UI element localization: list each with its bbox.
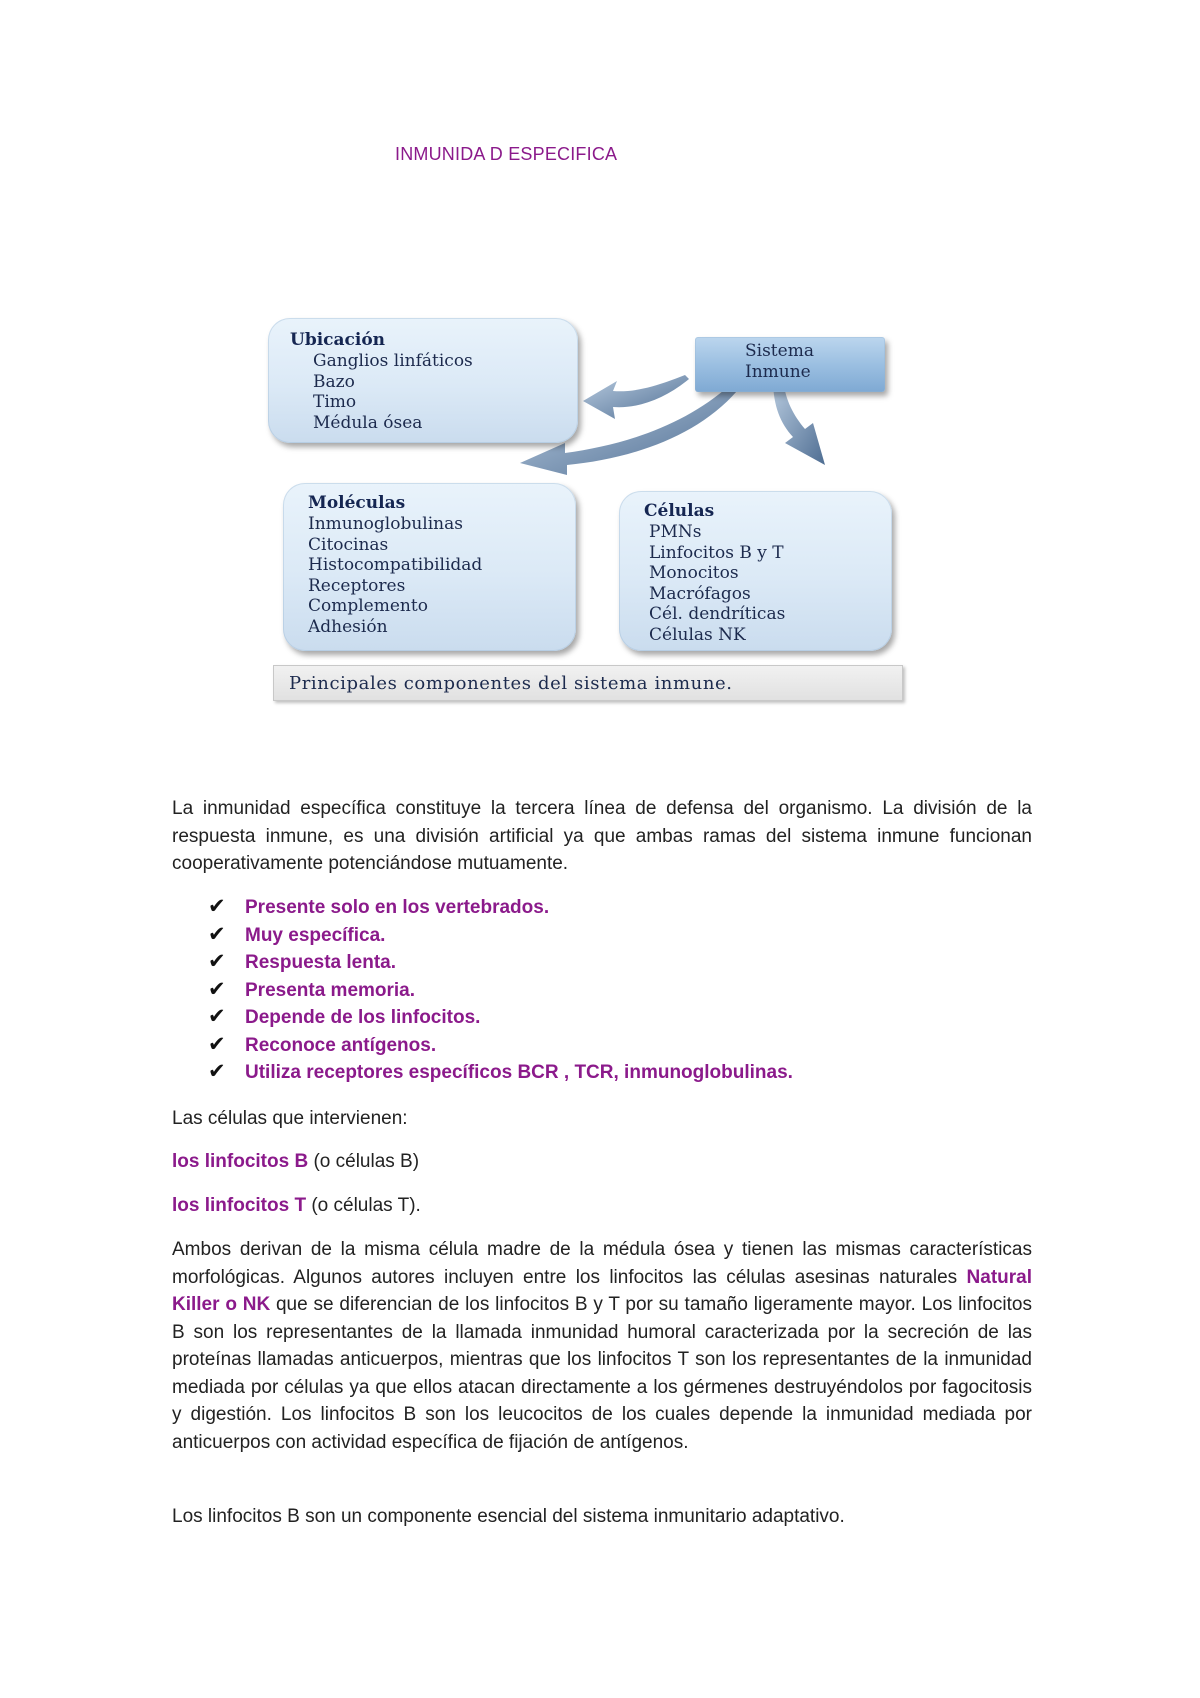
ambos-text-1: Ambos derivan de la misma célula madre de la médula ósea y tienen las mismas características morfológicas. Algunos autores incluyen entre los linfocitos las células asesinas naturales [172,1239,1032,1288]
list-item [208,948,793,976]
check-icon: ✔ [208,1004,226,1028]
celulas-heading: Células [644,501,715,521]
check-icon: ✔ [208,1031,226,1056]
celulas-box [619,491,892,651]
ubicacion-item: Ganglios linfáticos [313,351,473,371]
list-item-text: Reconoce antígenos. [245,1034,437,1056]
list-item [208,1031,793,1059]
characteristics-list [208,893,793,1086]
ubicacion-item: Bazo [313,371,355,392]
linfocitos-b-note: (o células B) [308,1151,420,1172]
list-item-text: Muy específica. [245,924,386,946]
celulas-item: Macrófagos [649,583,751,604]
sistema-inmune-box [695,337,885,392]
list-item-text: Presenta memoria. [245,979,416,1001]
list-item [208,1003,793,1031]
ubicacion-item: Timo [313,392,357,412]
ubicacion-item: Médula ósea [313,412,423,433]
ubicacion-box [268,318,578,443]
linfocitos-b-line [172,1148,1032,1176]
list-item [208,1058,793,1086]
moleculas-heading: Moléculas [308,493,406,513]
ambos-text-2: que se diferencian de los linfocitos B y T por su tamaño ligeramente mayor. Los linfocitos B son los representantes de la llamada inmunidad humoral caracterizada por la secreción de las proteínas llamadas anticuerpos, mientras que los linfocitos T son los representantes de la inmunidad mediada por células ya que ellos atacan directamente a los gérmenes destruyéndolos por fagocitosis y digestión. Los linfocitos B son los leucocitos de los cuales depende la inmunidad mediada por anticuerpos con actividad específica de fijación de antígenos. [172,1294,1032,1453]
ubicacion-heading: Ubicación [290,330,386,350]
list-item [208,893,793,921]
moleculas-item: Histocompatibilidad [308,555,483,575]
list-item [208,921,793,949]
nk-term: Natural Killer o NK [172,1266,1032,1315]
closing-paragraph: Los linfocitos B son un componente esencial del sistema inmunitario adaptativo. [172,1506,845,1527]
list-item-text: Depende de los linfocitos. [245,1007,481,1028]
celulas-item: PMNs [649,522,702,542]
list-item-text: Respuesta lenta. [245,952,396,973]
arrow-to-ubicacion [583,375,689,419]
moleculas-item: Receptores [308,575,406,596]
moleculas-item: Citocinas [308,534,389,555]
check-icon: ✔ [208,921,226,946]
celulas-item: Linfocitos B y T [649,542,784,563]
sistema-label: Sistema [745,341,814,361]
cells-intro: Las células que intervienen: [172,1108,408,1129]
immune-system-diagram [265,315,915,715]
ambos-paragraph [172,1236,1032,1456]
diagram-caption: Principales componentes del sistema inmune. [273,665,903,701]
list-item-text: Utiliza receptores específicos BCR , TCR, inmunoglobulinas. [245,1062,793,1083]
check-icon: ✔ [208,949,226,973]
moleculas-item: Inmunoglobulinas [308,514,463,534]
moleculas-item: Adhesión [308,616,388,637]
check-icon: ✔ [208,976,226,1001]
list-item [208,976,793,1004]
linfocitos-b-term: los linfocitos B [172,1151,309,1172]
check-icon: ✔ [208,1059,226,1083]
moleculas-box [283,483,576,651]
celulas-item: Cél. dendríticas [649,604,786,624]
linfocitos-t-term: los linfocitos T [172,1195,307,1216]
linfocitos-t-line [172,1192,1032,1220]
moleculas-item: Complemento [308,596,428,616]
celulas-item: Monocitos [649,563,739,583]
list-item-text: Presente solo en los vertebrados. [245,897,550,918]
intro-paragraph: La inmunidad específica constituye la tercera línea de defensa del organismo. La división de la respuesta inmune, es una división artificial ya que ambas ramas del sistema inmune funcionan cooperativamente potenciándose mutuamente. [172,798,1032,874]
linfocitos-t-note: (o células T). [306,1195,421,1216]
sistema-label: Inmune [745,361,811,382]
page-title: INMUNIDA D ESPECIFICA [395,144,618,164]
check-icon: ✔ [208,894,226,918]
celulas-item: Células NK [649,624,746,645]
